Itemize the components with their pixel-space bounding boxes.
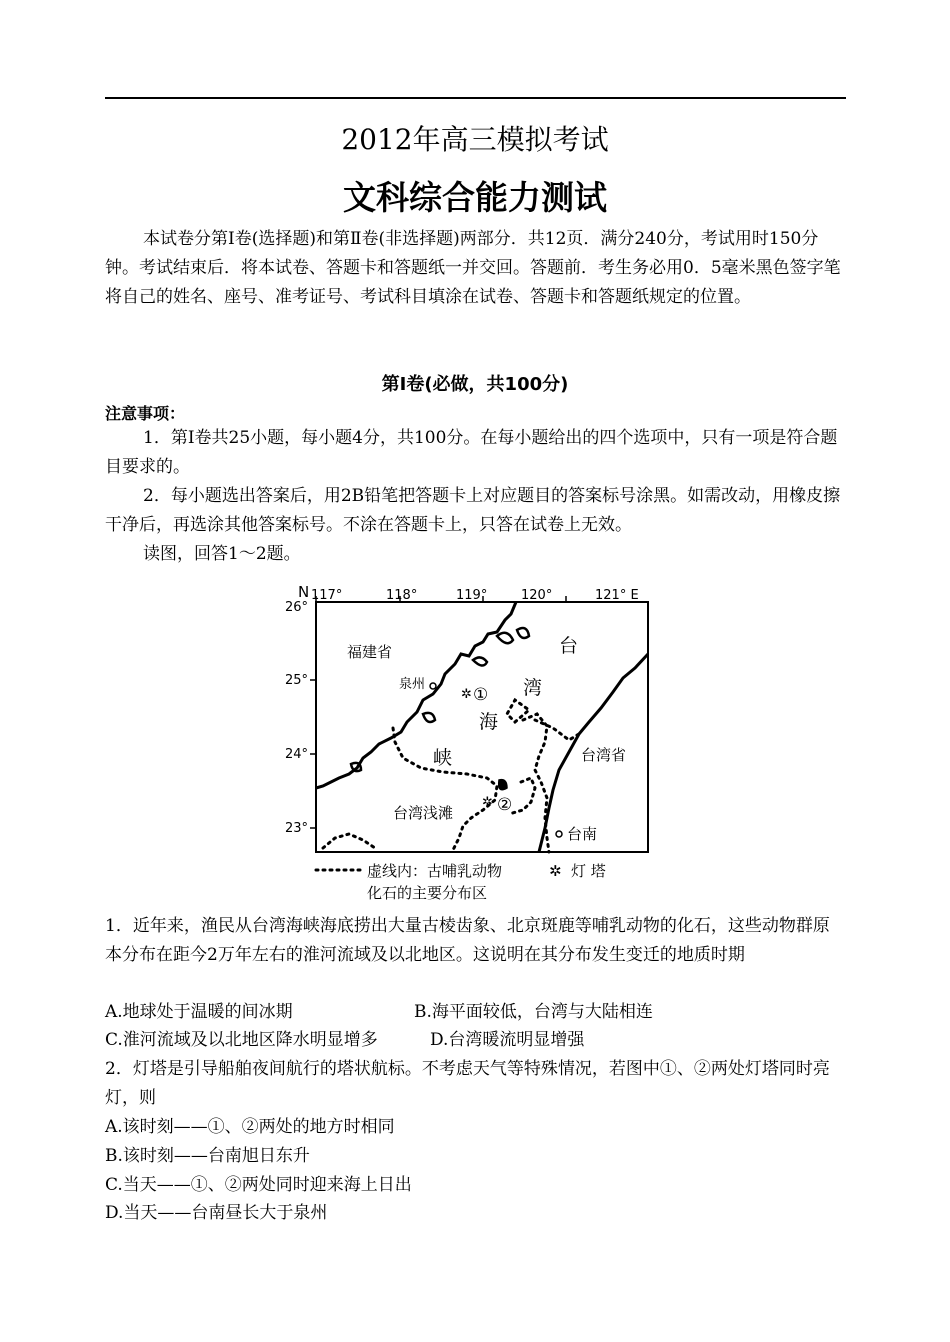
- q1-option-b: B.海平面较低，台湾与大陆相连: [414, 1002, 653, 1022]
- q1-option-a: A.地球处于温暖的间冰期: [105, 1002, 293, 1022]
- label-xia: 峡: [433, 747, 453, 769]
- q2-option-c: C.当天——①、②两处同时迎来海上日出: [105, 1175, 412, 1195]
- lat-26: 26°: [285, 600, 309, 615]
- penghu-island: [499, 780, 507, 790]
- notes-label: 注意事项：: [105, 404, 186, 423]
- lon-119: 119°: [456, 588, 488, 603]
- q1-stem: 1．近年来，渔民从台湾海峡海底捞出大量古棱齿象、北京斑鹿等哺乳动物的化石，这些动物群原本分布在距今2万年左右的淮河流域及以北地区。这说明在其分布发生变迁的地质时期: [105, 916, 830, 965]
- lon-121: 121° E: [595, 588, 639, 603]
- q2-stem: 2．灯塔是引导船舶夜间航行的塔状航标。不考虑天气等特殊情况，若图中①、②两处灯塔同时亮灯，则: [105, 1059, 830, 1108]
- lon-117: 117°: [311, 588, 343, 603]
- section-title: 第Ⅰ卷(必做，共100分): [381, 374, 569, 395]
- marker-2: ②: [497, 795, 513, 815]
- intro-paragraph: 本试卷分第Ⅰ卷(选择题)和第Ⅱ卷(非选择题)两部分．共12页．满分240分，考试用时150分钟。考试结束后．将本试卷、答题卡和答题纸一并交回。答题前．考生务必用0．5毫米黑色签字笔将自己的姓名、座号、准考证号、考试科目填涂在试卷、答题卡和答题纸规定的位置。: [105, 229, 841, 307]
- lat-24: 24°: [285, 747, 309, 762]
- q2-option-a: A.该时刻——①、②两处的地方时相同: [105, 1117, 395, 1137]
- lon-118: 118°: [386, 588, 418, 603]
- q1-option-d: D.台湾暖流明显增强: [430, 1030, 585, 1050]
- header-rule: [105, 97, 846, 99]
- q2-option-b: B.该时刻——台南旭日东升: [105, 1146, 310, 1166]
- legend-text-1: 虚线内：古哺乳动物: [367, 862, 503, 880]
- exam-subtitle: 文科综合能力测试: [343, 178, 607, 217]
- quanzhou-dot: [430, 683, 436, 689]
- lighthouse-1-icon: ✲: [461, 687, 472, 702]
- note-1: 1．第Ⅰ卷共25小题，每小题4分，共100分。在每小题给出的四个选项中，只有一项是符合题目要求的。: [105, 428, 838, 477]
- lighthouse-2-icon: ✲: [482, 795, 493, 810]
- label-taiwan-province: 台湾省: [581, 746, 627, 764]
- taiwan-strait-map: [283, 582, 668, 904]
- coastal-island: [423, 713, 435, 722]
- coastal-island: [517, 628, 529, 638]
- label-tainan: 台南: [567, 825, 598, 843]
- fossil-boundary: [523, 714, 549, 852]
- legend-text-2: 化石的主要分布区: [367, 884, 488, 902]
- label-tai: 台: [559, 635, 579, 657]
- lat-23: 23°: [285, 821, 309, 836]
- north-label: N: [298, 583, 310, 601]
- read-instruction: 读图，回答1～2题。: [143, 544, 301, 564]
- label-fujian: 福建省: [347, 643, 393, 661]
- fossil-boundary: [535, 720, 579, 740]
- coastal-island: [497, 633, 513, 643]
- exam-title: 2012年高三模拟考试: [341, 123, 609, 156]
- marker-1: ①: [473, 685, 489, 705]
- lon-120: 120°: [521, 588, 553, 603]
- label-hai: 海: [479, 711, 499, 733]
- coastal-island: [473, 657, 487, 665]
- legend-lighthouse: 灯 塔: [571, 862, 606, 880]
- tainan-dot: [556, 831, 562, 837]
- label-quanzhou: 泉州: [399, 677, 426, 692]
- legend-lighthouse-icon: ✲: [549, 862, 562, 880]
- fossil-boundary: [323, 834, 375, 848]
- fossil-boundary: [509, 778, 535, 814]
- q1-option-c: C.淮河流域及以北地区降水明显增多: [105, 1030, 378, 1050]
- lat-25: 25°: [285, 673, 309, 688]
- label-taiwan-shoal: 台湾浅滩: [393, 804, 454, 822]
- q2-option-d: D.当天——台南昼长大于泉州: [105, 1203, 328, 1223]
- label-wan: 湾: [523, 677, 543, 699]
- note-2: 2．每小题选出答案后，用2B铅笔把答题卡上对应题目的答案标号涂黑。如需改动，用橡皮擦干净后，再选涂其他答案标号。不涂在答题卡上，只答在试卷上无效。: [105, 486, 841, 535]
